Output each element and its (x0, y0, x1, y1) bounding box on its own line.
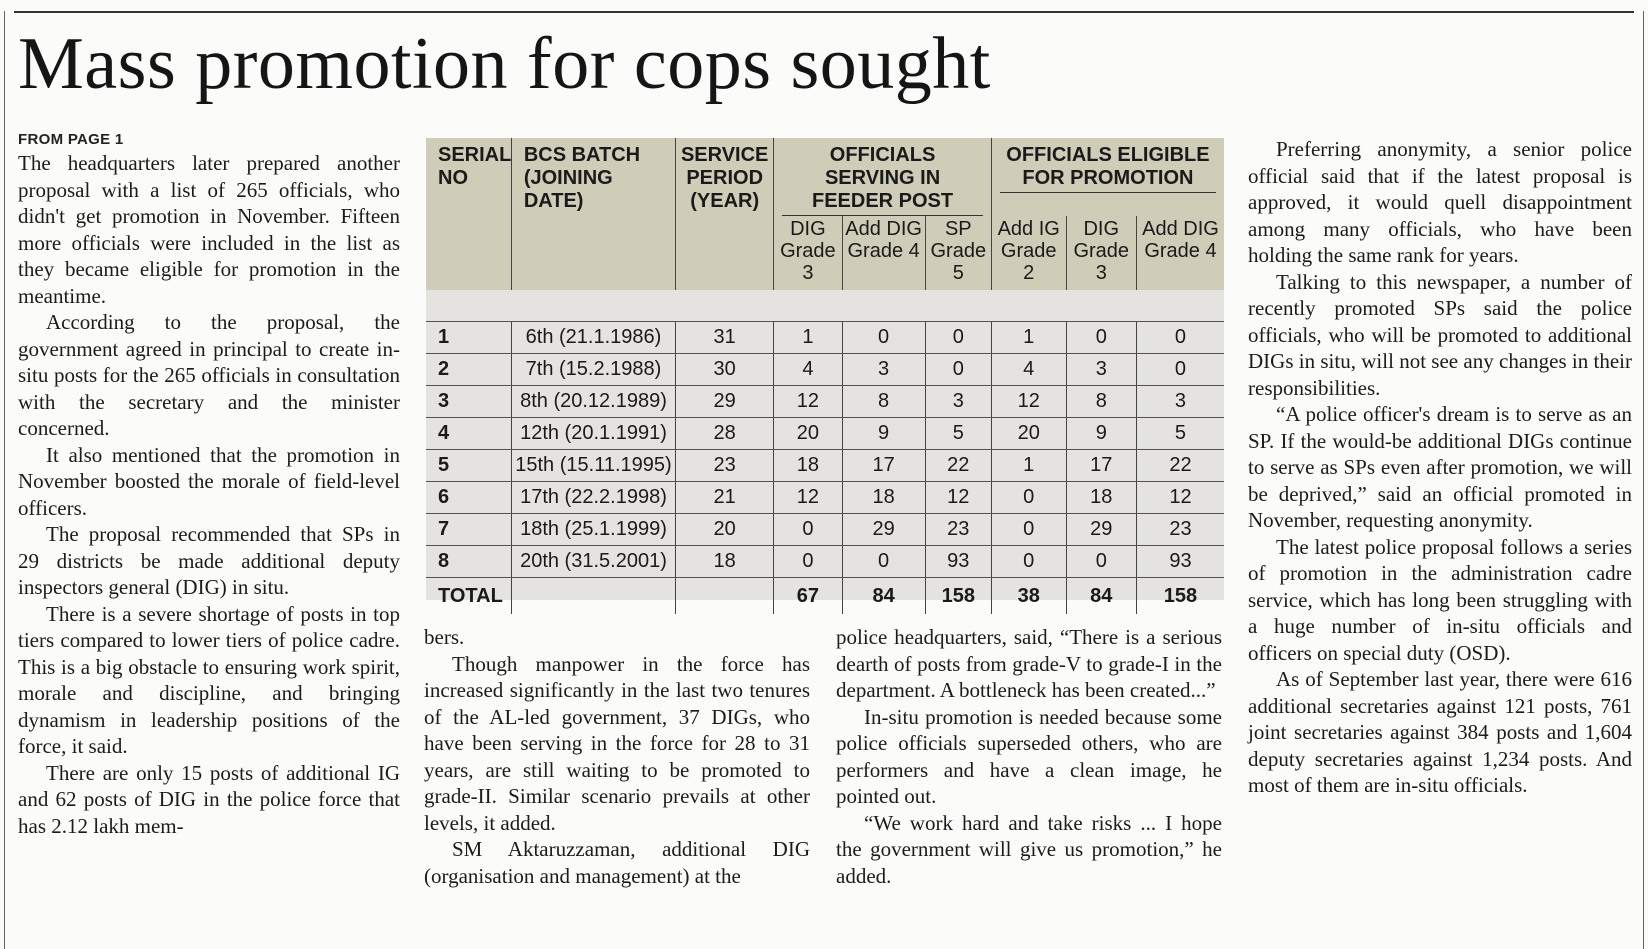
cell-feeder: 12 (774, 482, 842, 514)
cell-serial: 6 (426, 482, 511, 514)
cell-eligible: 23 (1136, 514, 1224, 546)
paragraph: bers. (424, 625, 465, 649)
cell-service: 18 (676, 546, 774, 578)
cell-eligible: 5 (1136, 418, 1224, 450)
table-row (426, 482, 1224, 514)
header-feeder-group-label: OFFICIALS SERVING IN FEEDER POST (782, 144, 983, 216)
cell-service: 21 (676, 482, 774, 514)
table-row (426, 322, 1224, 354)
cell-feeder: 18 (774, 450, 842, 482)
table-total-row (426, 578, 1224, 615)
paragraph: There are only 15 posts of additional IG and 62 posts of DIG in the police force that has 2.12 lakh mem- (18, 760, 400, 838)
table-row (426, 546, 1224, 578)
cell-eligible: 1 (991, 322, 1066, 354)
cell-eligible: 22 (1136, 450, 1224, 482)
cell-total-feeder: 84 (842, 578, 925, 615)
header-eligible-group-label: OFFICIALS ELIGIBLE FOR PROMOTION (1000, 144, 1216, 193)
cell-feeder: 0 (774, 546, 842, 578)
table-row (426, 450, 1224, 482)
header-sub: Add DIG Grade 4 (1136, 216, 1224, 290)
paragraph: In-situ promotion is needed because some police officials superseded others, who are performers and have a clean image, he pointed out. (836, 704, 1222, 808)
column-1-paragraphs (18, 150, 400, 839)
article-column-3 (836, 624, 1222, 889)
cell-serial: 4 (426, 418, 511, 450)
paragraph: “A police officer's dream is to serve as an SP. If the would-be additional DIGs continue to serve as SPs even after promotion, we will be deprived,” said an official promoted in November, requesting anonymity. (1248, 402, 1632, 532)
header-eligible-group (991, 138, 1224, 216)
column-2-paragraphs (424, 624, 810, 889)
cell-serial: 2 (426, 354, 511, 386)
cell-eligible: 3 (1066, 354, 1136, 386)
cell-service: 30 (676, 354, 774, 386)
cell-serial: 5 (426, 450, 511, 482)
cell-total-eligible: 84 (1066, 578, 1136, 615)
cell-eligible: 4 (991, 354, 1066, 386)
column-3-paragraphs (836, 624, 1222, 889)
cell-eligible: 3 (1136, 386, 1224, 418)
cell-batch: 7th (15.2.1988) (511, 354, 675, 386)
paragraph: SM Aktaruzzaman, additional DIG (organisation and management) at the (424, 837, 810, 888)
cell-feeder: 23 (925, 514, 991, 546)
cell-batch: 8th (20.12.1989) (511, 386, 675, 418)
cell-feeder: 17 (842, 450, 925, 482)
cell-eligible: 0 (991, 482, 1066, 514)
cell-total-label: TOTAL (438, 584, 503, 607)
table-row (426, 514, 1224, 546)
cell-eligible: 0 (1066, 322, 1136, 354)
left-border (4, 11, 5, 949)
top-rule (14, 11, 1634, 13)
cell-service: 29 (676, 386, 774, 418)
header-service: SERVICE PERIOD (YEAR) (676, 138, 774, 290)
paragraph: Preferring anonymity, a senior police official said that if the latest proposal is approved, it would quell disappointment among many officials, who have been holding the same rank for years. (1248, 137, 1632, 267)
cell-feeder: 22 (925, 450, 991, 482)
paragraph: The headquarters later prepared another proposal with a list of 265 officials, who didn't get promotion in November. Fifteen more officials were included in the list as they became eligible for promotion in the meantime. (18, 151, 400, 308)
cell-service: 23 (676, 450, 774, 482)
paragraph: The latest police proposal follows a series of promotion in the administration cadre service, which has long been struggling with a huge number of in-situ officials and officers on special duty (OSD). (1248, 534, 1632, 665)
paragraph: There is a severe shortage of posts in top tiers compared to lower tiers of police cadre. This is a big obstacle to ensuring work spirit, morale and discipline, and bringing dynamism in leadership positions of the force, it said. (18, 601, 400, 758)
column-4-paragraphs (1248, 136, 1632, 799)
paragraph: The proposal recommended that SPs in 29 districts be made additional deputy inspectors general (DIG) in situ. (18, 522, 400, 599)
cell-batch: 6th (21.1.1986) (511, 322, 675, 354)
cell-feeder: 29 (842, 514, 925, 546)
cell-eligible: 12 (991, 386, 1066, 418)
cell-empty (511, 578, 675, 615)
header-sub: SP Grade 5 (925, 216, 991, 290)
cell-eligible: 17 (1066, 450, 1136, 482)
table-header (426, 138, 1224, 290)
cell-feeder: 0 (842, 546, 925, 578)
header-serial: SERIAL NO (438, 144, 511, 189)
cell-empty (676, 578, 774, 615)
cell-feeder: 0 (925, 354, 991, 386)
cell-eligible: 0 (991, 514, 1066, 546)
cell-total-eligible: 38 (991, 578, 1066, 615)
cell-batch: 18th (25.1.1999) (511, 514, 675, 546)
cell-service: 28 (676, 418, 774, 450)
cell-eligible: 0 (1136, 354, 1224, 386)
cell-feeder: 18 (842, 482, 925, 514)
promotion-stats-table (426, 138, 1224, 614)
cell-eligible: 29 (1066, 514, 1136, 546)
cell-service: 31 (676, 322, 774, 354)
cell-batch: 15th (15.11.1995) (511, 450, 675, 482)
cell-batch: 12th (20.1.1991) (511, 418, 675, 450)
cell-feeder: 0 (774, 514, 842, 546)
paragraph: Talking to this newspaper, a number of recently promoted SPs said the police officials, who will be promoted to additional DIGs in situ, will not see any changes in their responsibilities. (1248, 269, 1632, 400)
header-sub: DIG Grade 3 (774, 216, 842, 290)
cell-eligible: 1 (991, 450, 1066, 482)
cell-feeder: 9 (842, 418, 925, 450)
cell-feeder: 93 (925, 546, 991, 578)
cell-feeder: 12 (925, 482, 991, 514)
cell-eligible: 8 (1066, 386, 1136, 418)
cell-feeder: 8 (842, 386, 925, 418)
cell-eligible: 20 (991, 418, 1066, 450)
cell-feeder: 1 (774, 322, 842, 354)
table-row (426, 418, 1224, 450)
paragraph: “We work hard and take risks ... I hope the government will give us promotion,” he added. (836, 810, 1222, 888)
table-row (426, 386, 1224, 418)
cell-service: 20 (676, 514, 774, 546)
cell-eligible: 0 (1066, 546, 1136, 578)
cell-serial: 8 (426, 546, 511, 578)
cell-feeder: 12 (774, 386, 842, 418)
cell-eligible: 0 (1136, 322, 1224, 354)
cell-eligible: 12 (1136, 482, 1224, 514)
cell-feeder: 5 (925, 418, 991, 450)
kicker: FROM PAGE 1 (18, 131, 124, 148)
article-column-1 (18, 130, 400, 839)
cell-serial: 7 (426, 514, 511, 546)
header-sub: Add IG Grade 2 (991, 216, 1066, 290)
cell-feeder: 0 (925, 322, 991, 354)
cell-feeder: 3 (925, 386, 991, 418)
cell-total-feeder: 158 (925, 578, 991, 615)
paragraph: Though manpower in the force has increased significantly in the last two tenures of the AL-led government, 37 DIGs, who have been serving in the force for 28 to 31 years, are still waiting to be promoted to grade-II. Similar scenario prevails at other levels, it added. (424, 651, 810, 835)
paragraph: As of September last year, there were 616 additional secretaries against 121 posts, 761 joint secretaries against 384 posts and 1,604 deputy secretaries against 1,234 posts. And most of them are in-situ officials. (1248, 667, 1632, 797)
cell-eligible: 0 (991, 546, 1066, 578)
cell-feeder: 4 (774, 354, 842, 386)
cell-eligible: 93 (1136, 546, 1224, 578)
right-border (1643, 11, 1644, 949)
header-batch: BCS BATCH (JOINING DATE) (511, 138, 675, 290)
cell-batch: 20th (31.5.2001) (511, 546, 675, 578)
article-column-4 (1248, 136, 1632, 799)
cell-serial: 3 (426, 386, 511, 418)
cell-total-eligible: 158 (1136, 578, 1224, 615)
table-row (426, 354, 1224, 386)
paragraph: According to the proposal, the government agreed in principal to create in-situ posts for the 265 officials in consultation with the secretary and the minister concerned. (18, 310, 400, 440)
cell-feeder: 20 (774, 418, 842, 450)
cell-feeder: 0 (842, 322, 925, 354)
cell-feeder: 3 (842, 354, 925, 386)
paragraph: police headquarters, said, “There is a serious dearth of posts from grade-V to grade-I in the department. A bottleneck has been created...” (836, 625, 1222, 702)
cell-eligible: 18 (1066, 482, 1136, 514)
paragraph: It also mentioned that the promotion in November boosted the morale of field-level officers. (18, 442, 400, 520)
cell-batch: 17th (22.2.1998) (511, 482, 675, 514)
table-body (426, 290, 1224, 614)
cell-eligible: 9 (1066, 418, 1136, 450)
header-sub: Add DIG Grade 4 (842, 216, 925, 290)
cell-serial: 1 (426, 322, 511, 354)
header-sub: DIG Grade 3 (1066, 216, 1136, 290)
headline: Mass promotion for cops sought (18, 23, 991, 105)
header-feeder-group (774, 138, 992, 216)
article-column-2 (424, 624, 810, 889)
cell-total-feeder: 67 (774, 578, 842, 615)
stats-table-box (426, 138, 1224, 607)
